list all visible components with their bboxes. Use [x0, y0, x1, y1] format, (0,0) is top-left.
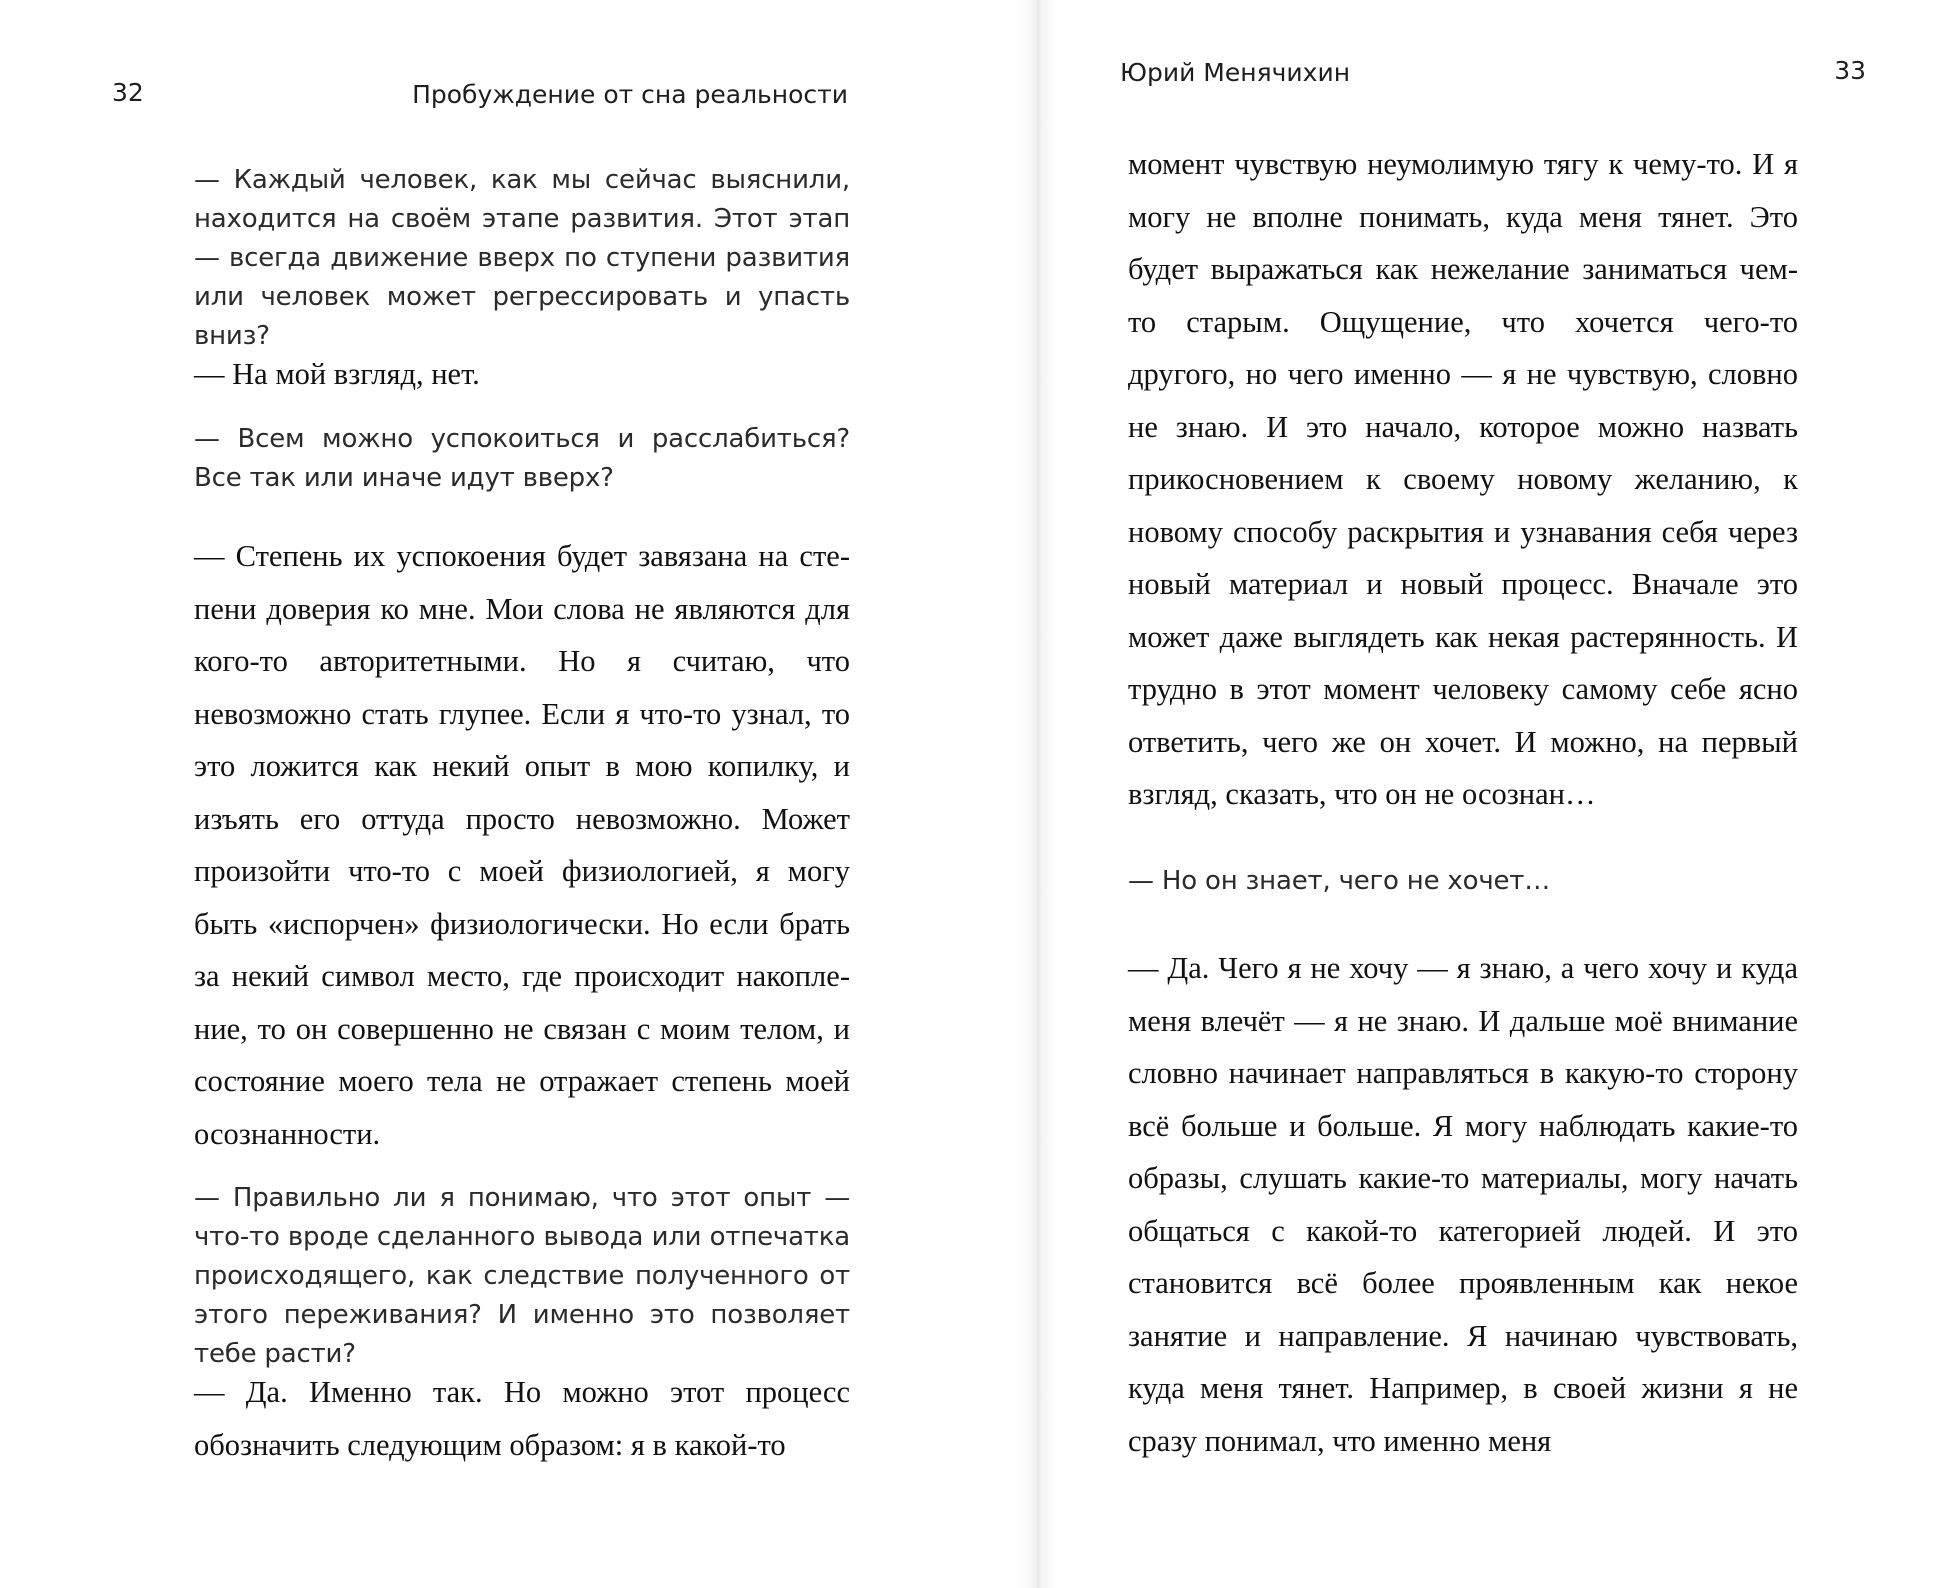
answer-paragraph: момент чувствую неумолимую тягу к чему-то. И я могу не вполне понимать, куда меня тянет. Это будет выражаться как нежелание заниматься чем-то старым. Ощущение, что хочется чего-то другого, но чего именно — я не чувствую, словно не знаю. И это начало, которое можно назвать прикосновением к своему новому желанию, к новому способу раскрытия и узнавания себя через новый материал и новый процесс. Вначале это может даже выглядеть как некая растерянность. И трудно в этот момент человеку самому себе ясно ответить, чего же он хочет. И можно, на первый взгляд, сказать, что он не осознан…	[1128, 147, 1798, 811]
book-gutter	[1020, 0, 1056, 1588]
question-paragraph: — Правильно ли я понимаю, что этот опыт — что-то вроде сделанного вывода или отпечатка происходящего, как следствие полученного от этого переживания? И именно это позволяет тебе расти?	[194, 1183, 850, 1369]
question-paragraph: — Каждый человек, как мы сейчас выяснили, находится на своём этапе развития. Этот этап — всегда движение вверх по ступени развития или человек может регрессировать и упасть вниз?	[194, 165, 850, 351]
running-header: Пробуждение от сна реальности	[412, 80, 848, 109]
running-header: Юрий Менячихин	[1120, 58, 1351, 87]
answer-paragraph: — На мой взгляд, нет.	[194, 357, 480, 391]
answer-paragraph: — Да. Именно так. Но можно этот процесс обозначить следующим образом: я в какой-то	[194, 1375, 850, 1462]
question-paragraph: — Но он знает, чего не хочет…	[1128, 866, 1551, 896]
question-paragraph: — Всем можно успокоиться и расслабиться? Все так или иначе идут вверх?	[194, 424, 850, 493]
answer-paragraph: — Да. Чего я не хочу — я знаю, а чего хочу и куда меня влечёт — я не знаю. И дальше моё внимание словно начинает направляться в какую-то сторону всё больше и больше. Я могу наблюдать какие-то образы, слушать какие-то материалы, могу начать общаться с какой-то категорией людей. И это становится всё более проявленным как некое занятие и направление. Я начинаю чувствовать, куда меня тянет. Например, в своей жизни я не сразу понимал, что именно меня	[1128, 951, 1798, 1458]
answer-paragraph: — Степень их успокоения будет завязана на степени доверия ко мне. Мои слова не являются для кого-то авторитетными. Но я считаю, что невозможно стать глупее. Если я что-то узнал, то это ложится как некий опыт в мою копилку, и изъять его оттуда просто невозможно. Может произойти что-то с моей физиологией, я могу быть «испорчен» физиологически. Но если брать за некий символ место, где происходит накопление, то он совершенно не связан с моим телом, и состояние моего тела не отражает степень моей осознанности.	[194, 539, 850, 1151]
page-number: 33	[1834, 56, 1866, 85]
page-number: 32	[112, 78, 144, 107]
right-page	[1056, 0, 1956, 1588]
